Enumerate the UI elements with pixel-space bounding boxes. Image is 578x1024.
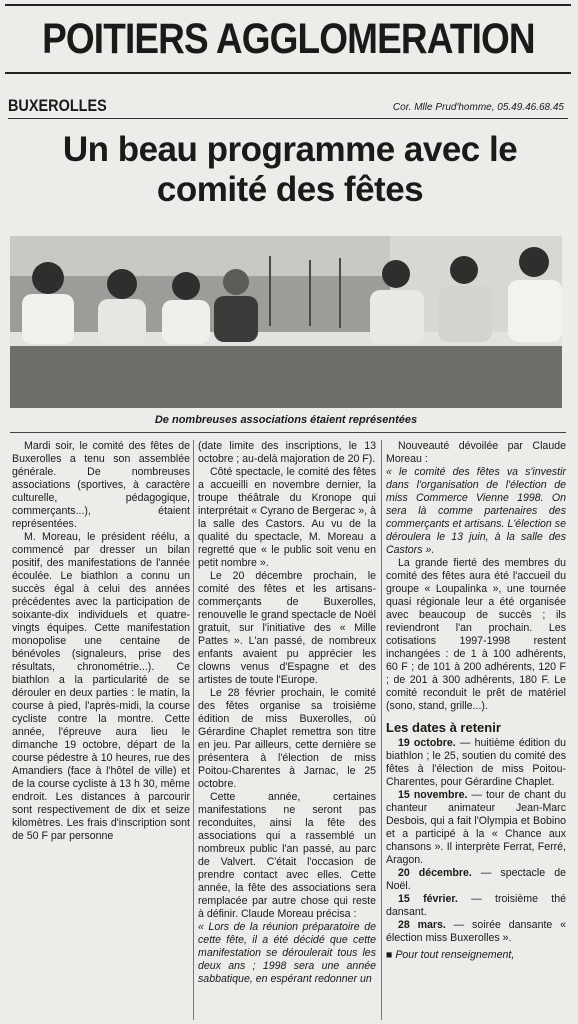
paragraph: Cette année, certaines manifestations ne seront pas reconduites, ainsi la fête des associations qui a rassemblé un nombreux public l'an passé, au parc de Valvert. C'était l'occasion de prendre contact avec elles. Cette année, la fête des associations sera remplacée par autre chose qui reste à définir. Claude Moreau précisa : bbox=[198, 791, 376, 920]
paragraph: Le 28 février prochain, le comité des fêtes organise sa troisième édition de miss Buxerolles, où Gérardine Chaplet remettra son titre en jeu. Par ailleurs, cette dernière se présentera à l'élection de miss Poitou-Charentes à Jarnac, le 25 octobre. bbox=[198, 687, 376, 790]
paragraph: Côté spectacle, le comité des fêtes a accueilli en novembre dernier, la troupe théâtrale du Kronope qui interprétait « Cyrano de Bergerac », à la salle des Castors. Au vu de la qualité du spectacle, M. Moreau a regretté que « le public soit venu en petit nombre ». bbox=[198, 466, 376, 569]
date-entry bbox=[386, 789, 566, 867]
quote-paragraph: « Lors de la réunion préparatoire de cette fête, il a été décidé que cette manifestation se déroulerait tous les deux ans ; 1998 sera une année sabbatique, en espérant redonner un bbox=[198, 921, 376, 985]
meeting-photo-image bbox=[10, 236, 562, 408]
date-label: 20 décembre. bbox=[398, 867, 472, 879]
date-text: — soirée dansante « élection miss Buxerolles ». bbox=[386, 919, 566, 944]
paragraph: La grande fierté des membres du comité des fêtes aura été l'accueil du groupe « Loupalinka », une tournée quasi régionale leur a été organisée avec beaucoup de succès ; ils reviendront l'an prochain. Les cotisations 1997-1998 restent inchangées : de 1 à 100 adhérents, 60 F ; de 101 à 200 adhérents, 120 F ; de 201 à 300 adhérents, 180 F. Le comité reconduit le prêt de matériel (sono, stand, grille...). bbox=[386, 557, 566, 712]
dates-heading: Les dates à retenir bbox=[386, 720, 501, 735]
paragraph: (date limite des inscriptions, le 13 octobre ; au-delà majoration de 20 F). bbox=[198, 440, 376, 465]
paragraph: Nouveauté dévoilée par Claude Moreau : bbox=[386, 440, 566, 465]
headline: Un beau programme avec le comité des fêtes bbox=[62, 130, 518, 209]
caption-divider bbox=[10, 432, 566, 433]
date-entry bbox=[386, 919, 566, 945]
column-divider bbox=[381, 440, 382, 1020]
date-label: 28 mars. bbox=[398, 919, 446, 931]
masthead bbox=[5, 4, 571, 74]
masthead-title: POITIERS AGGLOMERATION bbox=[41, 14, 535, 63]
correspondent: Cor. Mlle Prud'homme, 05.49.46.68.45 bbox=[392, 102, 564, 113]
date-entry bbox=[386, 893, 566, 919]
date-text: — huitième édition du biathlon ; le 25, soutien du comité des fêtes à l'élection de miss Poitou-Charentes, pour Gérardine Chaplet. bbox=[386, 737, 566, 788]
date-label: 15 février. bbox=[398, 893, 458, 905]
article-column-2 bbox=[198, 440, 376, 986]
date-entry bbox=[386, 737, 566, 789]
date-label: 15 novembre. bbox=[398, 789, 468, 801]
footer-note: ■ Pour tout renseignement, bbox=[386, 949, 515, 961]
date-text: — troisième thé dansant. bbox=[386, 893, 566, 918]
article-column-3 bbox=[386, 440, 566, 962]
date-label: 19 octobre. bbox=[398, 737, 456, 749]
section-name: BUXEROLLES bbox=[8, 96, 107, 115]
article-photo bbox=[10, 236, 562, 408]
paragraph: M. Moreau, le président réélu, a commencé par dresser un bilan positif, des manifestations de l'année écoulée. Le biathlon a connu un succès égal à celui des années précédentes avec la participation de soixante-dix individuels et quatre-vingts équipes. Cette manifestation monopolise une centaine de bénévoles (signaleurs, prise des résultats, chronométrie...). Ce biathlon a la particularité de se dérouler en deux parties : le matin, la course à pied, l'après-midi, la course cycliste contre la montre. Cette année, l'épreuve aura lieu le dimanche 19 octobre, départ de la course pédestre à 10 heures, rue des Amandiers (face à l'hôtel de ville) et de la course cycliste à 13 h 30, même endroit. Les distances à parcourir sont respectivement de dix et seize kilomètres. Les frais d'inscription sont de 50 F par personne bbox=[12, 531, 190, 842]
date-text: — tour de chant du chanteur animateur Jean-Marc Desbois, qui a fait l'Olympia et Bobino et a participé à la « Chance aux chansons ». Il interprète Ferrat, Ferré, Aragon. bbox=[386, 789, 566, 866]
quote-paragraph: « le comité des fêtes va s'investir dans l'organisation de l'élection de miss Commerce Vienne 1998. On sera là comme partenaires des commerçants et artisans. L'élection se déroulera le 13 juin, à la salle des Castors ». bbox=[386, 466, 566, 556]
article-column-1 bbox=[12, 440, 190, 843]
photo-caption: De nombreuses associations étaient représentées bbox=[154, 414, 418, 426]
paragraph: Mardi soir, le comité des fêtes de Buxerolles a tenu son assemblée générale. De nombreuses associations (sportives, à caractère culturelle, pédagogique, commerçants...), étaient représentées. bbox=[12, 440, 190, 530]
date-text: — spectacle de Noël. bbox=[386, 867, 566, 892]
date-entry bbox=[386, 867, 566, 893]
section-row bbox=[8, 96, 568, 119]
column-divider bbox=[193, 440, 194, 1020]
paragraph: Le 20 décembre prochain, le comité des fêtes et les artisans-commerçants de Buxerolles, renouvelle le grand spectacle de Noël gratuit, sur l'initiative des « Mille Pattes ». L'an passé, de nombreux enfants avaient pu apprécier les clowns venus d'Espagne et des artistes de toute l'Europe. bbox=[198, 570, 376, 686]
